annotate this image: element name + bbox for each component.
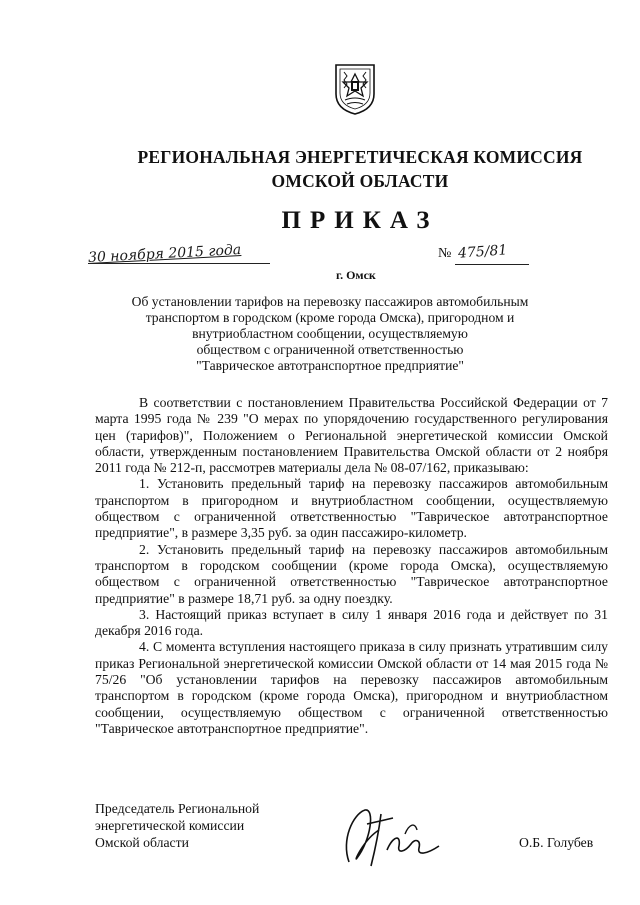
handwritten-order-number: 475/81 <box>457 242 508 262</box>
handwritten-signature <box>335 800 445 872</box>
handwritten-date: 30 ноября 2015 года <box>87 242 242 266</box>
order-item-3: 3. Настоящий приказ вступает в силу 1 января 2016 года и действует по 31 декабря 2016 года. <box>95 606 608 639</box>
signatory-title-line: энергетической комиссии <box>95 818 245 833</box>
subject-line: транспортом в городском (кроме города Омска), пригородном и <box>145 310 515 325</box>
number-sign: № <box>438 246 452 261</box>
organization-name: РЕГИОНАЛЬНАЯ ЭНЕРГЕТИЧЕСКАЯ КОМИССИЯ <box>137 147 583 167</box>
date-underline <box>88 263 270 264</box>
number-underline <box>455 264 529 265</box>
signatory-title-line: Председатель Региональной <box>95 801 260 816</box>
signatory-title <box>95 800 259 851</box>
preamble-paragraph: В соответствии с постановлением Правительства Российской Федерации от 7 марта 1995 года № 239 "О мерах по упорядочению государственного регулирования цен (тарифов)", Положением о Региональной энергетической комиссии Омской области, утвержденным постановлением Правительства Омской области от 2 ноября 2011 года № 212-п, рассмотрев материалы дела № 08-07/162, приказываю: <box>95 395 608 476</box>
order-item-1: 1. Установить предельный тариф на перевозку пассажиров автомобильным транспортом в пригородном и внутриобластном сообщении, осуществляемую обществом с ограниченной ответственностью "Таврическое автотранспортное предприятие", в размере 3,35 руб. за один пассажиро-километр. <box>95 476 608 541</box>
city-label: г. Омск <box>336 268 376 282</box>
subject-line: "Таврическое автотранспортное предприятие" <box>196 358 464 373</box>
order-body <box>95 395 608 737</box>
signer-name: О.Б. Голубев <box>519 835 594 850</box>
coat-of-arms-icon <box>333 62 377 116</box>
subject-line: Об установлении тарифов на перевозку пассажиров автомобильным <box>131 294 529 309</box>
signatory-title-line: Омской области <box>95 835 189 850</box>
order-item-4: 4. С момента вступления настоящего приказа в силу признать утратившим силу приказ Региональной энергетической комиссии Омской области от 14 мая 2015 года № 75/26 "Об установлении тарифов на перевозку пассажиров автомобильным транспортом в городском (кроме города Омска), пригородном и внутриобластном сообщении, осуществляемую обществом с ограниченной ответственностью "Таврическое автотранспортное предприятие". <box>95 639 608 736</box>
organization-region: ОМСКОЙ ОБЛАСТИ <box>271 171 449 191</box>
order-subject <box>110 294 550 374</box>
subject-line: обществом с ограниченной ответственностью <box>196 342 464 357</box>
document-type-title: ПРИКАЗ <box>281 207 439 234</box>
order-item-2: 2. Установить предельный тариф на перевозку пассажиров автомобильным транспортом в городском сообщении (кроме города Омска), осуществляемую обществом с ограниченной ответственностью "Таврическое автотранспортное предприятие" в размере 18,71 руб. за одну поездку. <box>95 541 608 606</box>
subject-line: внутриобластном сообщении, осуществляемую <box>192 326 468 341</box>
